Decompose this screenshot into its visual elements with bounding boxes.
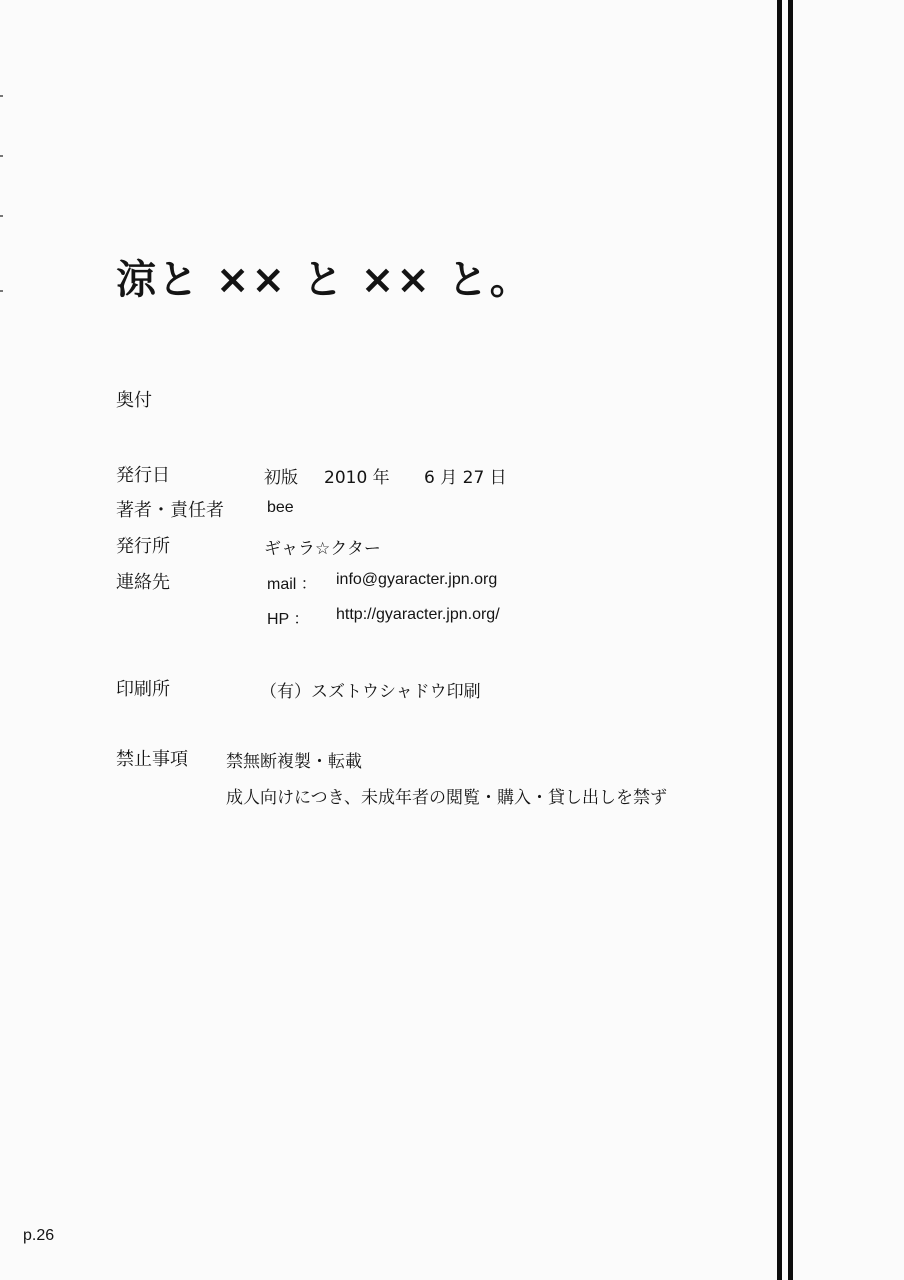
colophon-heading: 奥付 <box>116 390 152 411</box>
prohibited-line-1: 禁無断複製・転載 <box>226 752 362 772</box>
author-value: bee <box>267 499 294 516</box>
mail-value: info@gyaracter.jpn.org <box>336 571 498 588</box>
publisher-label: 発行所 <box>116 536 170 557</box>
publisher-value: ギャラ☆クター <box>264 539 381 559</box>
date-label: 発行日 <box>116 465 170 486</box>
book-title: 涼と ×× と ×× と。 <box>116 257 532 303</box>
author-label: 著者・責任者 <box>116 500 224 521</box>
hp-label: HP ： <box>267 611 310 628</box>
printer-value: （有）スズトウシャドウ印刷 <box>260 682 481 702</box>
prohibited-line-2: 成人向けにつき、未成年者の閲覧・購入・貸し出しを禁ず <box>226 788 667 808</box>
binding-mark <box>0 290 3 292</box>
border-line-left <box>777 0 782 1280</box>
date-monthday: 6 月 27 日 <box>424 468 507 488</box>
date-edition: 初版 <box>264 468 298 488</box>
binding-mark <box>0 215 3 217</box>
hp-value: http://gyaracter.jpn.org/ <box>336 606 500 623</box>
mail-label: mail ： <box>267 576 317 593</box>
binding-mark <box>0 155 3 157</box>
contact-label: 連絡先 <box>116 572 170 593</box>
printer-label: 印刷所 <box>116 679 170 700</box>
date-year: 2010 年 <box>324 468 390 488</box>
border-line-right <box>788 0 793 1280</box>
page-number: p.26 <box>23 1227 55 1244</box>
binding-mark <box>0 95 3 97</box>
prohibited-label: 禁止事項 <box>116 749 188 770</box>
